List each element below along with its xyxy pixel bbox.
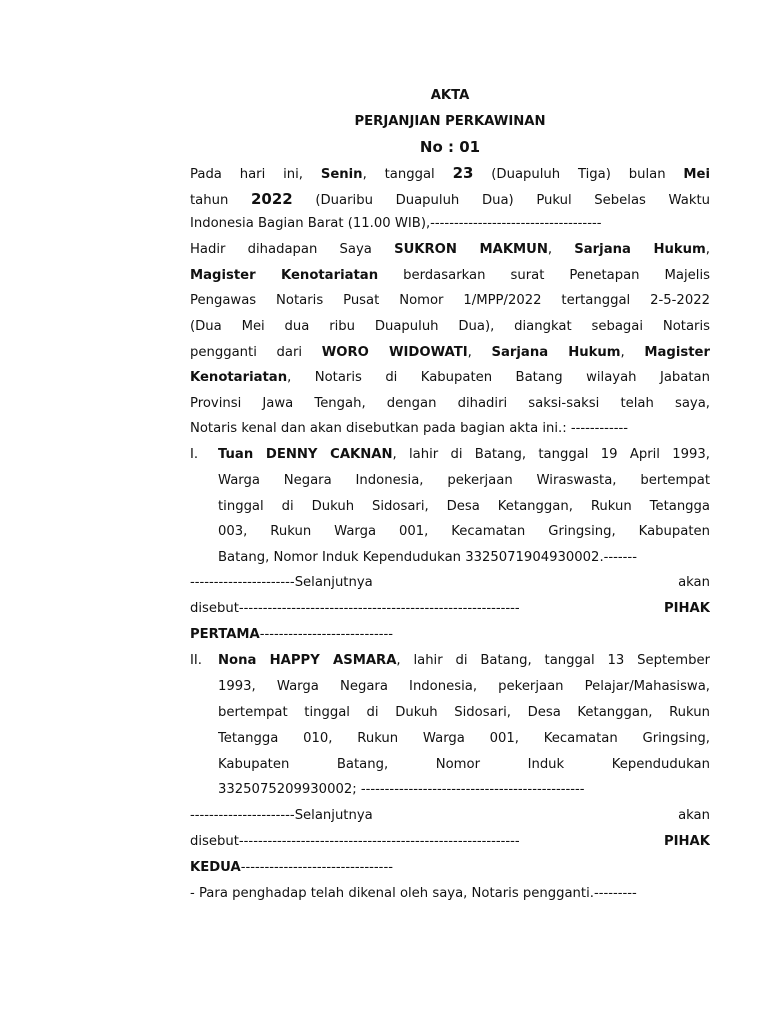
- closing-statement: - Para penghadap telah dikenal oleh saya, Notaris pengganti.---------: [190, 886, 637, 901]
- party-2-line-4: Tetangga 010, Rukun Warga 001, Kecamatan Gringsing,: [218, 731, 710, 746]
- party-2-line-6: 3325075209930002; -----------------------------------------------: [218, 782, 585, 797]
- opening-line-7: (Dua Mei dua ribu Duapuluh Dua), diangkat sebagai Notaris: [190, 319, 710, 334]
- deed-subtitle: PERJANJIAN PERKAWINAN: [354, 114, 546, 129]
- party-2-line-3: bertempat tinggal di Dukuh Sidosari, Desa Ketanggan, Rukun: [218, 705, 710, 720]
- deed-title: AKTA: [430, 88, 470, 103]
- opening-line-8: pengganti dari WORO WIDOWATI, Sarjana Hukum, Magister: [190, 345, 710, 360]
- opening-line-2: tahun 2022 (Duaribu Duapuluh Dua) Pukul Sebelas Waktu: [190, 190, 710, 208]
- opening-line-3: Indonesia Bagian Barat (11.00 WIB),------------------------------------: [190, 216, 602, 231]
- party-1-line-1: Tuan DENNY CAKNAN, lahir di Batang, tanggal 19 April 1993,: [218, 447, 710, 462]
- party-1-line-2: Warga Negara Indonesia, pekerjaan Wiraswasta, bertempat: [218, 473, 710, 488]
- party-2-line-9: KEDUA--------------------------------: [190, 860, 393, 875]
- opening-line-6: Pengawas Notaris Pusat Nomor 1/MPP/2022 tertanggal 2-5-2022: [190, 293, 710, 308]
- opening-line-1: Pada hari ini, Senin, tanggal 23 (Duapuluh Tiga) bulan Mei: [190, 164, 710, 182]
- party-1-line-3: tinggal di Dukuh Sidosari, Desa Ketanggan, Rukun Tetangga: [218, 499, 710, 514]
- party-1-line-6: ----------------------Selanjutnya akan: [190, 575, 710, 590]
- deed-number: No : 01: [419, 138, 481, 156]
- party-1-numeral: I.: [190, 447, 199, 462]
- party-2-line-5: Kabupaten Batang, Nomor Induk Kependudukan: [218, 757, 710, 772]
- party-1-line-7: disebut----------------------------------------------------------- PIHAK: [190, 601, 710, 616]
- opening-line-9: Kenotariatan, Notaris di Kabupaten Batang wilayah Jabatan: [190, 370, 710, 385]
- party-2-numeral: II.: [190, 653, 202, 668]
- opening-line-11: Notaris kenal dan akan disebutkan pada bagian akta ini.: ------------: [190, 421, 628, 436]
- party-1-line-5: Batang, Nomor Induk Kependudukan 3325071904930002.-------: [218, 550, 637, 565]
- party-2-line-2: 1993, Warga Negara Indonesia, pekerjaan Pelajar/Mahasiswa,: [218, 679, 710, 694]
- opening-line-5: Magister Kenotariatan berdasarkan surat Penetapan Majelis: [190, 268, 710, 283]
- opening-line-10: Provinsi Jawa Tengah, dengan dihadiri saksi-saksi telah saya,: [190, 396, 710, 411]
- party-2-line-1: Nona HAPPY ASMARA, lahir di Batang, tanggal 13 September: [218, 653, 710, 668]
- opening-line-4: Hadir dihadapan Saya SUKRON MAKMUN, Sarjana Hukum,: [190, 242, 710, 257]
- party-2-line-7: ----------------------Selanjutnya akan: [190, 808, 710, 823]
- party-1-line-8: PERTAMA----------------------------: [190, 627, 393, 642]
- party-1-line-4: 003, Rukun Warga 001, Kecamatan Gringsing, Kabupaten: [218, 524, 710, 539]
- party-2-line-8: disebut----------------------------------------------------------- PIHAK: [190, 834, 710, 849]
